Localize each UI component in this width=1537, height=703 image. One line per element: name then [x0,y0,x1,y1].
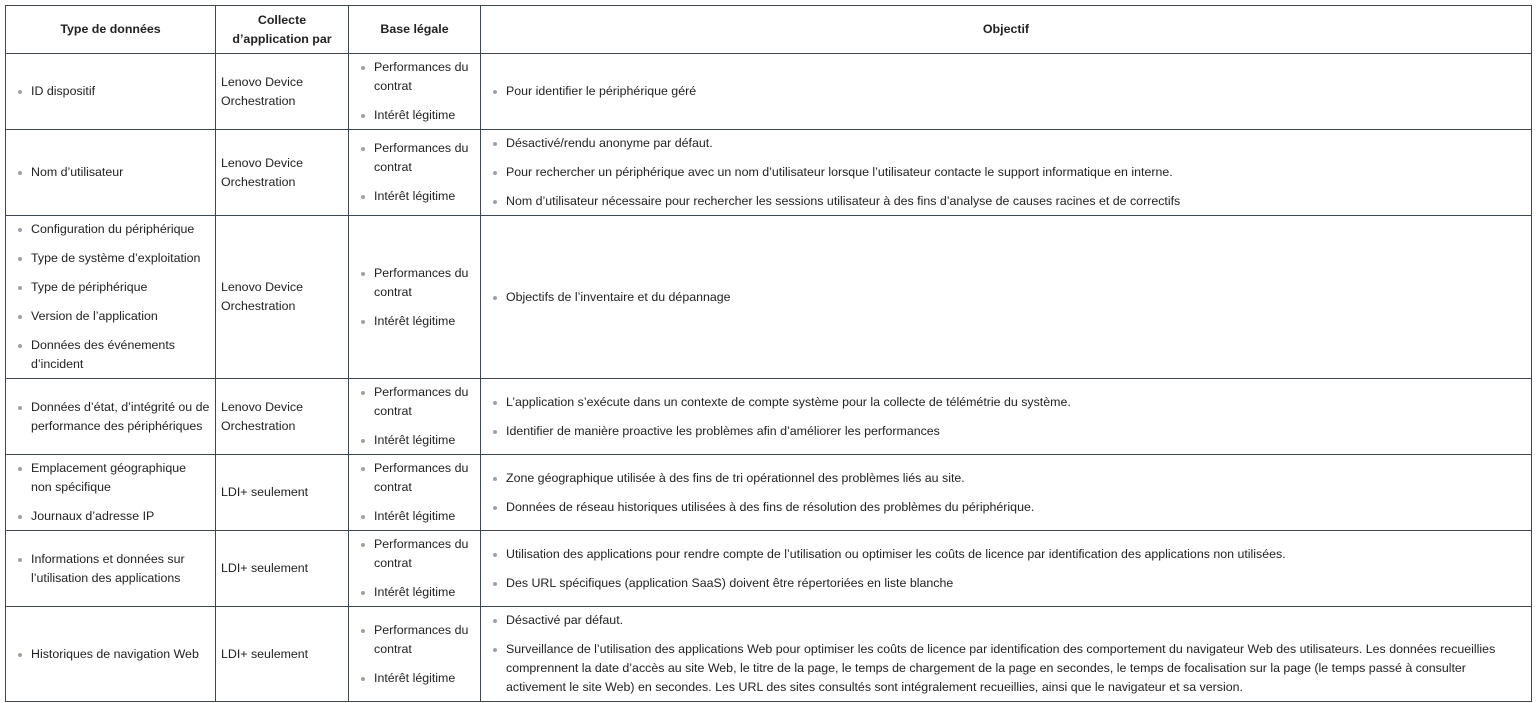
legal-basis-list [354,535,475,602]
data-type-item: Journaux d’adresse IP [31,507,210,526]
purpose-list [486,611,1526,697]
purpose-cell [481,531,1532,607]
header-collector: Collecte d’application par [216,6,349,54]
legal-basis-cell [349,455,481,531]
purpose-item: Données de réseau historiques utilisées à des fins de résolution des problèmes du périphérique. [506,498,1526,517]
purpose-list [486,288,1526,307]
data-processing-table [5,5,1532,702]
header-data-type: Type de données [6,6,216,54]
data-type-list [11,459,210,526]
legal-basis-item: Intérêt légitime [374,106,475,125]
legal-basis-list [354,459,475,526]
purpose-item: Désactivé/rendu anonyme par défaut. [506,134,1526,153]
data-type-item: Emplacement géographique non spécifique [31,459,210,497]
collector-cell: LDI+ seulement [216,607,349,702]
data-type-item: Données des événements d’incident [31,336,210,374]
purpose-cell [481,379,1532,455]
legal-basis-item: Intérêt légitime [374,583,475,602]
legal-basis-item: Intérêt légitime [374,187,475,206]
data-type-item: Configuration du périphérique [31,220,210,239]
purpose-cell [481,216,1532,379]
legal-basis-item: Intérêt légitime [374,312,475,331]
table-row [6,216,1532,379]
legal-basis-cell [349,216,481,379]
purpose-list [486,134,1526,211]
purpose-item: Pour rechercher un périphérique avec un nom d’utilisateur lorsque l’utilisateur contacte le support informatique en interne. [506,163,1526,182]
legal-basis-item: Intérêt légitime [374,507,475,526]
data-type-list [11,220,210,374]
purpose-item: Surveillance de l’utilisation des applications Web pour optimiser les coûts de licence par identification des comportement du navigateur Web des utilisateurs. Les données recueillies comprennent la date d’accès au site Web, le titre de la page, le temps de chargement de la page en secondes, le temps de focalisation sur la page (le temps passé à consulter activement le site Web) en secondes. Les URL des sites consultés sont intégralement recueillies, ainsi que le navigateur et sa version. [506,640,1526,697]
legal-basis-item: Intérêt légitime [374,669,475,688]
legal-basis-cell [349,531,481,607]
table-row [6,54,1532,130]
purpose-cell [481,54,1532,130]
data-type-cell [6,531,216,607]
legal-basis-item: Performances du contrat [374,621,475,659]
purpose-item: Désactivé par défaut. [506,611,1526,630]
table-row [6,130,1532,216]
data-type-list [11,550,210,588]
collector-cell: Lenovo Device Orchestration [216,216,349,379]
header-row [6,6,1532,54]
legal-basis-item: Performances du contrat [374,383,475,421]
table-row [6,379,1532,455]
data-type-item: Type de système d’exploitation [31,249,210,268]
collector-cell: Lenovo Device Orchestration [216,379,349,455]
purpose-list [486,545,1526,593]
purpose-cell [481,455,1532,531]
data-type-list [11,82,210,101]
purpose-list [486,82,1526,101]
legal-basis-cell [349,130,481,216]
data-type-list [11,645,210,664]
purpose-item: Objectifs de l’inventaire et du dépannage [506,288,1526,307]
data-type-item: Informations et données sur l’utilisation des applications [31,550,210,588]
legal-basis-item: Performances du contrat [374,58,475,96]
data-type-list [11,398,210,436]
purpose-cell [481,607,1532,702]
data-type-item: Données d’état, d’intégrité ou de performance des périphériques [31,398,210,436]
collector-cell: LDI+ seulement [216,455,349,531]
purpose-item: Identifier de manière proactive les problèmes afin d’améliorer les performances [506,422,1526,441]
legal-basis-item: Performances du contrat [374,264,475,302]
purpose-item: Utilisation des applications pour rendre compte de l’utilisation ou optimiser les coûts de licence par identification des applications non utilisées. [506,545,1526,564]
purpose-item: Pour identifier le périphérique géré [506,82,1526,101]
data-type-cell [6,607,216,702]
legal-basis-list [354,58,475,125]
legal-basis-item: Intérêt légitime [374,431,475,450]
purpose-item: L’application s’exécute dans un contexte de compte système pour la collecte de télémétrie du système. [506,393,1526,412]
data-type-item: ID dispositif [31,82,210,101]
legal-basis-cell [349,607,481,702]
legal-basis-item: Performances du contrat [374,535,475,573]
purpose-item: Zone géographique utilisée à des fins de tri opérationnel des problèmes liés au site. [506,469,1526,488]
header-purpose: Objectif [481,6,1532,54]
table-row [6,531,1532,607]
legal-basis-item: Performances du contrat [374,139,475,177]
collector-cell: LDI+ seulement [216,531,349,607]
table-row [6,607,1532,702]
data-type-item: Nom d’utilisateur [31,163,210,182]
legal-basis-cell [349,379,481,455]
legal-basis-list [354,139,475,206]
legal-basis-item: Performances du contrat [374,459,475,497]
collector-cell: Lenovo Device Orchestration [216,54,349,130]
purpose-item: Nom d’utilisateur nécessaire pour rechercher les sessions utilisateur à des fins d’analyse de causes racines et de correctifs [506,192,1526,211]
data-type-item: Type de périphérique [31,278,210,297]
collector-cell: Lenovo Device Orchestration [216,130,349,216]
purpose-list [486,393,1526,441]
data-type-item: Historiques de navigation Web [31,645,210,664]
legal-basis-list [354,264,475,331]
header-legal-basis: Base légale [349,6,481,54]
data-type-cell [6,379,216,455]
data-type-cell [6,216,216,379]
legal-basis-cell [349,54,481,130]
data-type-cell [6,455,216,531]
purpose-cell [481,130,1532,216]
legal-basis-list [354,383,475,450]
legal-basis-list [354,621,475,688]
data-type-item: Version de l’application [31,307,210,326]
data-type-cell [6,130,216,216]
purpose-item: Des URL spécifiques (application SaaS) doivent être répertoriées en liste blanche [506,574,1526,593]
data-type-list [11,163,210,182]
purpose-list [486,469,1526,517]
table-row [6,455,1532,531]
data-type-cell [6,54,216,130]
